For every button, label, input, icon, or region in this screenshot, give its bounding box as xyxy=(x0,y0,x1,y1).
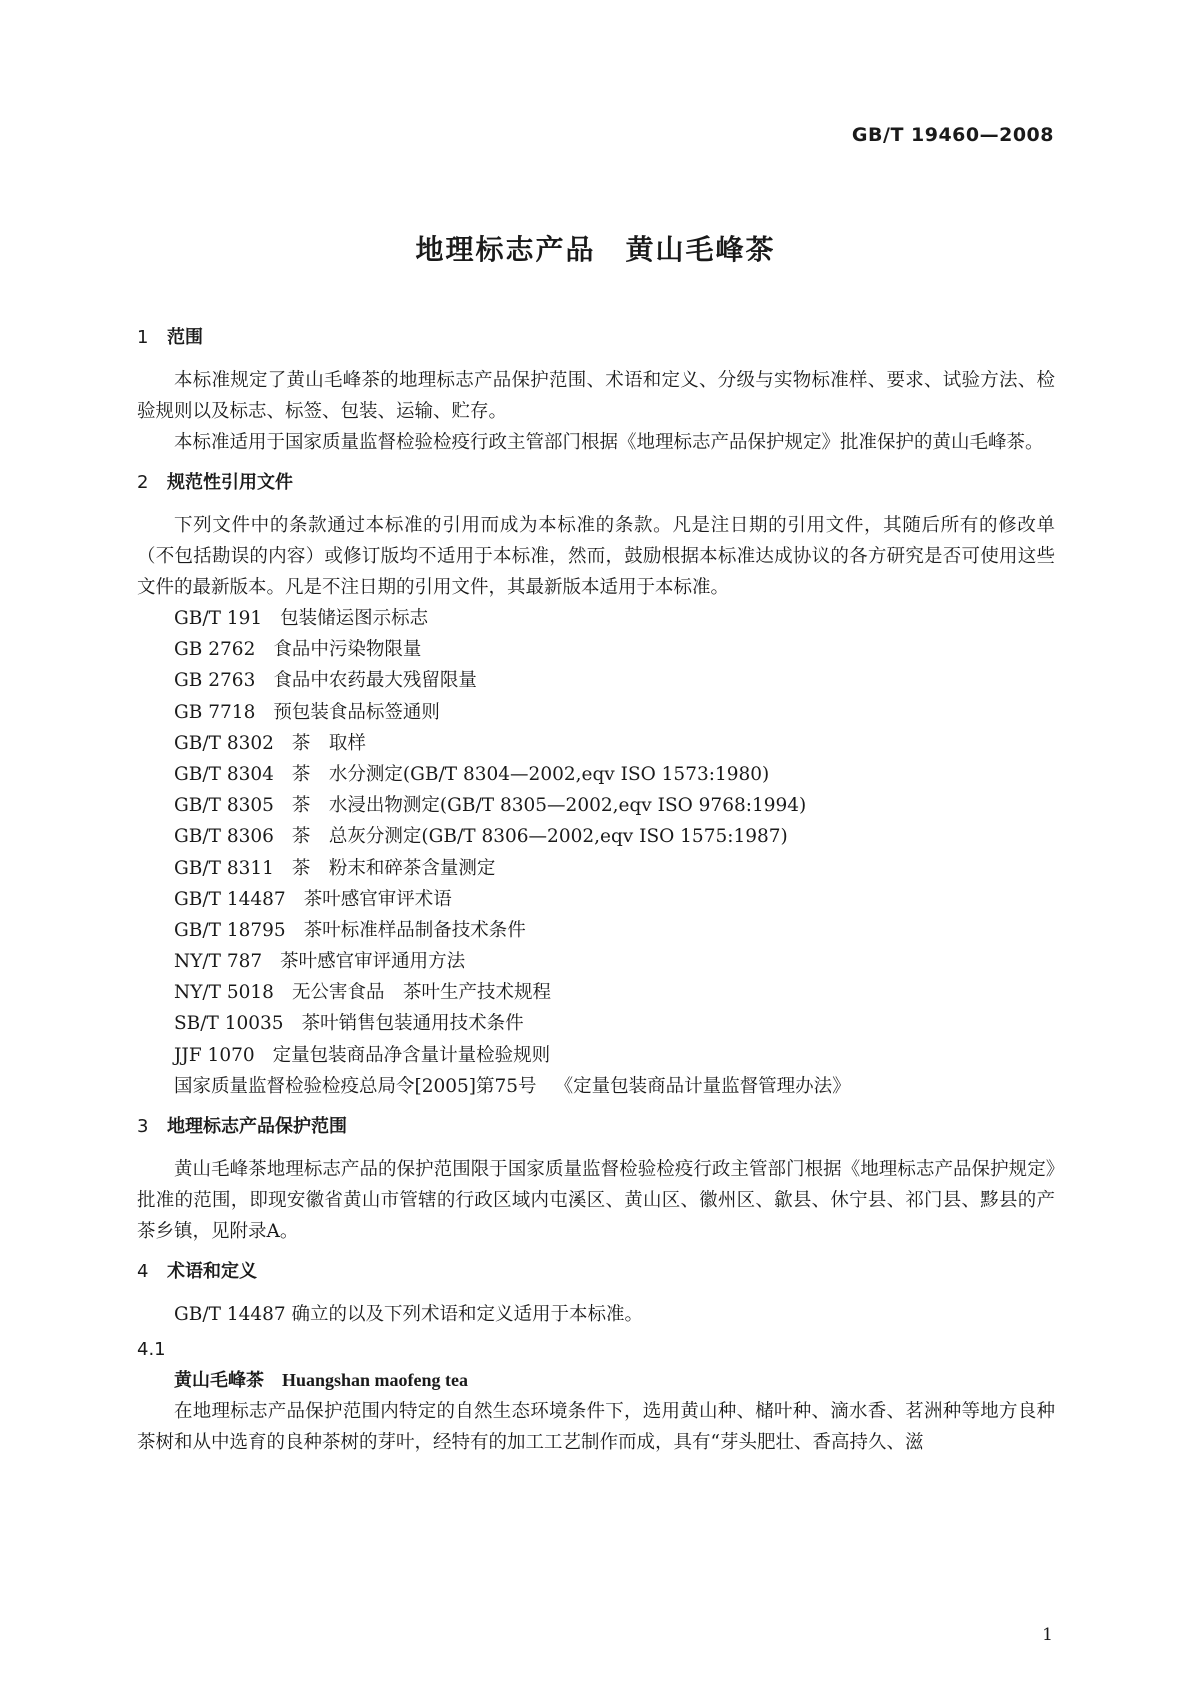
reference-item xyxy=(174,603,1055,634)
section-title: 规范性引用文件 xyxy=(167,472,293,493)
term-english: Huangshan maofeng tea xyxy=(282,1370,469,1390)
reference-item xyxy=(174,1040,1055,1071)
reference-code: GB/T 14487 xyxy=(174,888,286,910)
reference-item xyxy=(174,790,1055,821)
section-2-heading xyxy=(137,467,1055,498)
document-title: 地理标志产品 黄山毛峰茶 xyxy=(415,233,776,266)
section-number: 4 xyxy=(137,1261,149,1282)
reference-name: 茶 总灰分测定(GB/T 8306—2002,eqv ISO 1575:1987) xyxy=(291,826,788,848)
section-number: 1 xyxy=(137,327,149,348)
standard-code: GB/T 19460—2008 xyxy=(851,124,1054,146)
reference-name: 茶 水浸出物测定(GB/T 8305—2002,eqv ISO 9768:1994) xyxy=(291,795,807,817)
reference-code: GB/T 8304 xyxy=(174,763,274,785)
reference-code: GB/T 191 xyxy=(174,608,263,629)
reference-code: GB 2763 xyxy=(174,670,256,692)
reference-name: 茶叶感官审评通用方法 xyxy=(280,951,466,973)
reference-name: 无公害食品 茶叶生产技术规程 xyxy=(291,982,551,1004)
reference-name: 茶 水分测定(GB/T 8304—2002,eqv ISO 1573:1980) xyxy=(291,763,770,785)
reference-name: 食品中农药最大残留限量 xyxy=(273,670,477,692)
reference-name: 茶 取样 xyxy=(291,732,366,754)
reference-item xyxy=(174,634,1055,665)
section-1-heading xyxy=(137,322,1055,353)
reference-item xyxy=(174,1008,1055,1039)
section-number: 3 xyxy=(137,1116,149,1137)
reference-code: NY/T 5018 xyxy=(174,982,274,1004)
term-heading xyxy=(174,1365,1055,1396)
document-body xyxy=(137,322,1055,1458)
reference-item xyxy=(174,821,1055,852)
subclause-number: 4.1 xyxy=(137,1339,166,1360)
reference-item xyxy=(174,946,1055,977)
reference-item xyxy=(174,853,1055,884)
reference-code: GB/T 8302 xyxy=(174,732,274,754)
reference-name: 包装储运图示标志 xyxy=(280,608,429,629)
reference-code: SB/T 10035 xyxy=(174,1013,284,1035)
reference-code: JJF 1070 xyxy=(174,1044,255,1066)
section-4-heading xyxy=(137,1256,1055,1287)
protection-scope-paragraph: 黄山毛峰茶地理标志产品的保护范围限于国家质量监督检验检疫行政主管部门根据《地理标志产品保护规定》批准的范围，即现安徽省黄山市管辖的行政区域内屯溪区、黄山区、徽州区、歙县、休宁县、祁门县、黟县的产茶乡镇，见附录A。 xyxy=(137,1159,1055,1242)
reference-item xyxy=(174,728,1055,759)
reference-name: 茶叶标准样品制备技术条件 xyxy=(303,919,526,941)
reference-item xyxy=(174,665,1055,696)
scope-paragraph-1: 本标准规定了黄山毛峰茶的地理标志产品保护范围、术语和定义、分级与实物标准样、要求、试验方法、检验规则以及标志、标签、包装、运输、贮存。 xyxy=(137,370,1055,422)
reference-name: 定量包装商品净含量计量检验规则 xyxy=(272,1044,551,1066)
reference-name: 茶 粉末和碎茶含量测定 xyxy=(291,857,496,879)
section-title: 范围 xyxy=(167,327,203,348)
page-number: 1 xyxy=(1042,1625,1053,1645)
reference-code: GB 7718 xyxy=(174,701,256,723)
reference-name: 食品中污染物限量 xyxy=(273,639,422,661)
reference-item xyxy=(174,697,1055,728)
reference-item xyxy=(174,1071,1055,1102)
reference-code: GB/T 8306 xyxy=(174,826,274,848)
reference-code: GB/T 18795 xyxy=(174,919,286,941)
reference-name: 茶叶销售包装通用技术条件 xyxy=(301,1013,524,1035)
reference-code: NY/T 787 xyxy=(174,951,263,973)
section-3-heading xyxy=(137,1111,1055,1142)
reference-name: 预包装食品标签通则 xyxy=(273,701,440,723)
reference-item xyxy=(174,884,1055,915)
terms-intro-paragraph: GB/T 14487 确立的以及下列术语和定义适用于本标准。 xyxy=(174,1304,644,1325)
term-definition: 在地理标志产品保护范围内特定的自然生态环境条件下，选用黄山种、槠叶种、滴水香、茗洲种等地方良种茶树和从中选育的良种茶树的芽叶，经特有的加工工艺制作而成，具有“芽头肥壮、香高持久、滋 xyxy=(137,1401,1055,1453)
reference-name: 《定量包装商品计量监督管理办法》 xyxy=(554,1075,851,1097)
reference-code: GB/T 8305 xyxy=(174,795,274,817)
reference-item xyxy=(174,977,1055,1008)
reference-code: GB 2762 xyxy=(174,639,256,661)
reference-item xyxy=(174,915,1055,946)
section-number: 2 xyxy=(137,472,149,493)
section-title: 地理标志产品保护范围 xyxy=(167,1116,347,1137)
reference-code: 国家质量监督检验检疫总局令[2005]第75号 xyxy=(174,1075,537,1097)
scope-paragraph-2: 本标准适用于国家质量监督检验检疫行政主管部门根据《地理标志产品保护规定》批准保护的黄山毛峰茶。 xyxy=(174,432,1044,453)
reference-name: 茶叶感官审评术语 xyxy=(303,888,452,910)
term-chinese: 黄山毛峰茶 xyxy=(174,1370,264,1391)
reference-item xyxy=(174,759,1055,790)
section-title: 术语和定义 xyxy=(167,1261,257,1282)
normative-reference-list xyxy=(174,603,1055,1102)
reference-code: GB/T 8311 xyxy=(174,857,274,879)
references-intro: 下列文件中的条款通过本标准的引用而成为本标准的条款。凡是注日期的引用文件，其随后所有的修改单（不包括勘误的内容）或修订版均不适用于本标准，然而，鼓励根据本标准达成协议的各方研究是否可使用这些文件的最新版本。凡是不注日期的引用文件，其最新版本适用于本标准。 xyxy=(137,515,1055,598)
